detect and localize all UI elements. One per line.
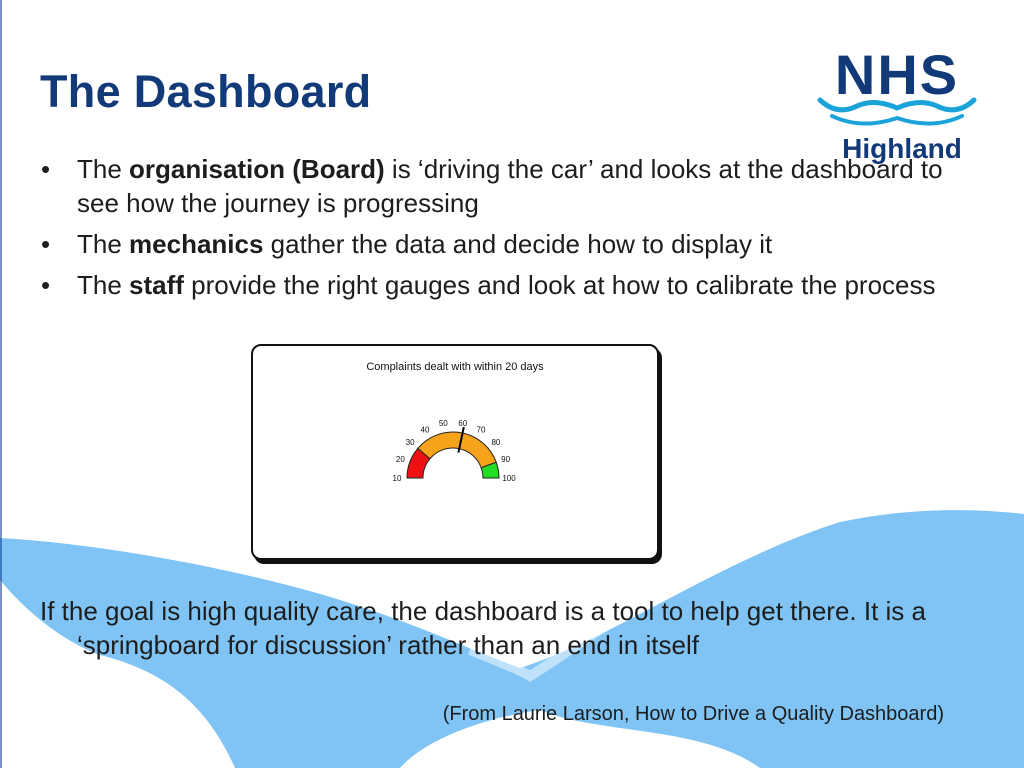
bullet-pre: The (77, 229, 130, 259)
bullet-item (40, 152, 960, 220)
bullet-bold: staff (129, 270, 184, 300)
logo-highland-text: Highland (842, 133, 962, 164)
logo-wave-icon-2 (832, 116, 962, 124)
bullet-pre: The (77, 270, 130, 300)
gauge-tick-label: 20 (395, 454, 405, 464)
gauge-title: Complaints dealt with within 20 days (366, 361, 544, 373)
gauge-tick-label: 100 (502, 474, 516, 483)
gauge-tick-label: 60 (458, 418, 468, 428)
left-border-rule (0, 0, 2, 768)
nhs-highland-logo (812, 38, 982, 168)
bullet-icon: • (41, 229, 51, 259)
bullet-post: is ‘driving the car’ and looks at the dashboard to see how the journey is progressing (77, 154, 943, 218)
gauge-tick-label: 70 (476, 425, 486, 435)
gauge-tick-label: 50 (438, 418, 448, 428)
bullet-bold: mechanics (129, 229, 264, 259)
gauge-tick-label: 80 (491, 438, 501, 448)
bullet-icon: • (41, 270, 51, 300)
gauge-tick-label: 10 (392, 474, 402, 483)
bullet-icon: • (41, 154, 51, 184)
bullet-item (40, 268, 960, 302)
slide-title: The Dashboard (40, 66, 372, 117)
bullet-bold: organisation (Board) (129, 154, 385, 184)
bullet-list (40, 152, 960, 309)
gauge-chart-frame (251, 344, 659, 560)
gauge-chart (253, 346, 657, 558)
gauge-tick-label: 40 (420, 425, 430, 435)
gauge-tick-label: 30 (405, 438, 415, 448)
citation: (From Laurie Larson, How to Drive a Quality Dashboard) (442, 703, 944, 725)
closing-paragraph: If the goal is high quality care, the dashboard is a tool to help get there. It is a ‘springboard for discussion’ rather than an end in itself (40, 596, 926, 660)
logo-nhs-text: NHS (834, 43, 960, 106)
bullet-post: provide the right gauges and look at how to calibrate the process (183, 270, 936, 300)
gauge-tick-label: 90 (501, 454, 511, 464)
bullet-pre: The (77, 154, 130, 184)
bullet-post: gather the data and decide how to display it (263, 229, 773, 259)
bullet-item (40, 227, 960, 261)
gauge-band (418, 432, 496, 468)
